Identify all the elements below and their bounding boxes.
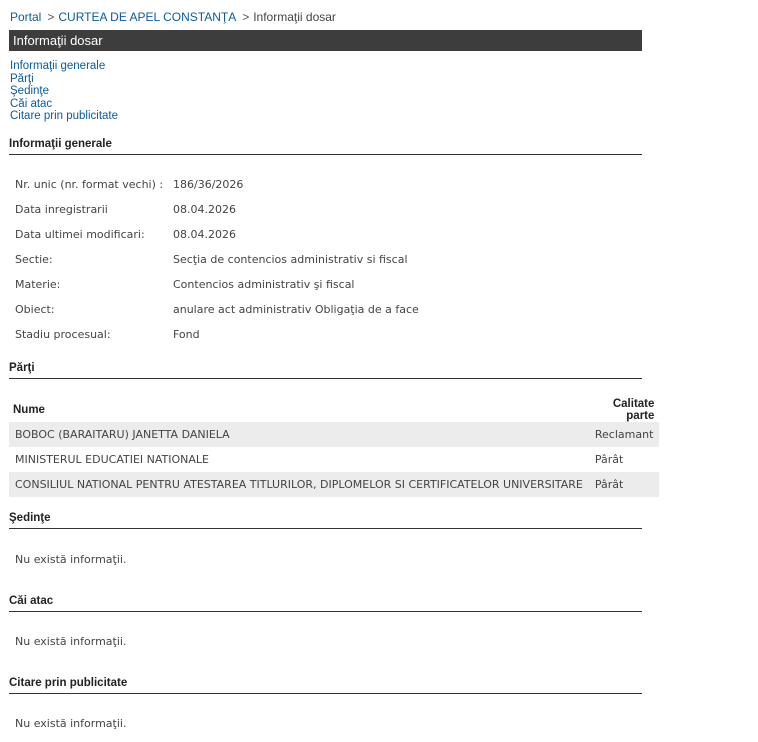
breadcrumb-court-link[interactable]: CURTEA DE APEL CONSTANŢA xyxy=(58,10,237,24)
page-title-bar: Informaţii dosar xyxy=(9,30,642,51)
field-value: Contencios administrativ şi fiscal xyxy=(173,278,355,291)
section-heading-cai-atac: Căi atac xyxy=(9,595,642,612)
nav-link-parti[interactable]: Părţi xyxy=(10,72,34,85)
field-value: 186/36/2026 xyxy=(173,178,244,191)
section-nav xyxy=(10,60,118,123)
breadcrumb xyxy=(10,10,336,24)
breadcrumb-portal-link[interactable]: Portal xyxy=(10,10,42,24)
table-row xyxy=(9,472,659,497)
section-heading-parti: Părţi xyxy=(9,362,642,379)
citare-empty-message: Nu există informaţii. xyxy=(15,717,127,730)
party-name: BOBOC (BARAITARU) JANETTA DANIELA xyxy=(9,422,589,447)
parti-table xyxy=(9,398,659,497)
section-heading-citare: Citare prin publicitate xyxy=(9,677,642,694)
party-role: Pârât xyxy=(594,453,624,466)
breadcrumb-separator: > xyxy=(47,10,55,24)
party-name: CONSILIUL NATIONAL PENTRU ATESTAREA TITLURILOR, DIPLOMELOR SI CERTIFICATELOR UNIVERSITARE xyxy=(9,472,589,497)
column-header-calitate: Calitate parte xyxy=(612,398,655,422)
column-header-nume: Nume xyxy=(13,404,45,416)
nav-link-cai-atac[interactable]: Căi atac xyxy=(10,97,53,110)
field-label: Nr. unic (nr. format vechi) : xyxy=(15,178,164,191)
table-row xyxy=(9,422,659,447)
table-row xyxy=(9,447,659,472)
party-name: MINISTERUL EDUCATIEI NATIONALE xyxy=(15,453,210,466)
field-label: Obiect: xyxy=(15,303,55,316)
section-heading-sedinte: Şedinţe xyxy=(9,512,642,529)
nav-link-informatii-generale[interactable]: Informaţii generale xyxy=(10,60,106,72)
field-label: Data ultimei modificari: xyxy=(15,228,145,241)
field-label: Data inregistrarii xyxy=(15,203,108,216)
nav-link-sedinte[interactable]: Şedinţe xyxy=(10,85,50,97)
field-value: Secţia de contencios administrativ si fiscal xyxy=(173,253,408,266)
sedinte-empty-message: Nu există informaţii. xyxy=(15,553,127,566)
table-header-row xyxy=(9,398,659,422)
cai-atac-empty-message: Nu există informaţii. xyxy=(15,635,127,648)
field-value: anulare act administrativ Obligaţia de a face xyxy=(173,303,419,316)
field-value: 08.04.2026 xyxy=(173,203,236,216)
field-value: Fond xyxy=(173,328,200,341)
breadcrumb-current: Informaţii dosar xyxy=(253,10,336,24)
party-role: Reclamant xyxy=(589,422,660,447)
section-heading-general: Informaţii generale xyxy=(9,138,642,155)
field-label: Stadiu procesual: xyxy=(15,328,111,341)
field-value: 08.04.2026 xyxy=(173,228,236,241)
field-label: Materie: xyxy=(15,278,61,291)
breadcrumb-separator: > xyxy=(242,10,250,24)
nav-link-citare[interactable]: Citare prin publicitate xyxy=(10,110,119,122)
field-label: Sectie: xyxy=(15,253,53,266)
party-role: Pârât xyxy=(589,472,660,497)
